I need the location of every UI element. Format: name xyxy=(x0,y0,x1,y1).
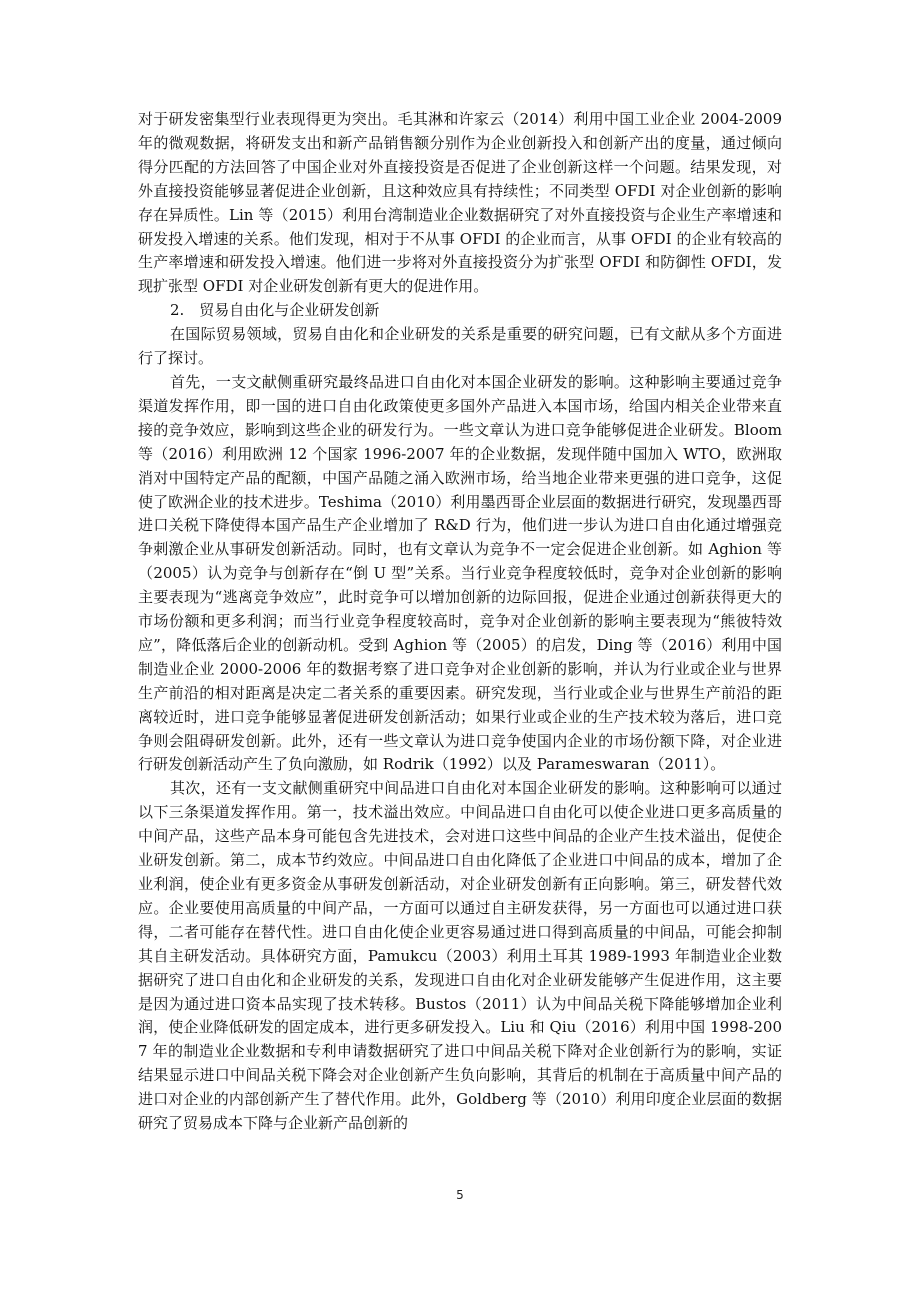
document-page xyxy=(138,108,782,1136)
page-number: 5 xyxy=(456,1188,464,1202)
section-heading: 2. 贸易自由化与企业研发创新 xyxy=(170,301,380,320)
paragraph-continuation: 对于研发密集型行业表现得更为突出。毛其淋和许家云（2014）利用中国工业企业 2004-2009 年的微观数据，将研发支出和新产品销售额分别作为企业创新投入和创新产出的度量，通过倾向得分匹配的方法回答了中国企业对外直接投资是否促进了企业创新这样一个问题。结果发现，对外直接投资能够显著促进企业创新，且这种效应具有持续性；不同类型 OFDI 对企业创新的影响存在异质性。Lin 等（2015）利用台湾制造业企业数据研究了对外直接投资与企业生产率增速和研发投入增速的关系。他们发现，相对于不从事 OFDI 的企业而言，从事 OFDI 的企业有较高的生产率增速和研发投入增速。他们进一步将对外直接投资分为扩张型 OFDI 和防御性 OFDI，发现扩张型 OFDI 对企业研发创新有更大的促进作用。 xyxy=(138,110,782,296)
paragraph-intro: 在国际贸易领域，贸易自由化和企业研发的关系是重要的研究问题，已有文献从多个方面进行了探讨。 xyxy=(138,325,782,368)
paragraph-intermediate-goods: 其次，还有一支文献侧重研究中间品进口自由化对本国企业研发的影响。这种影响可以通过以下三条渠道发挥作用。第一，技术溢出效应。中间品进口自由化可以使企业进口更多高质量的中间产品，这些产品本身可能包含先进技术，会对进口这些中间品的企业产生技术溢出，促使企业研发创新。第二，成本节约效应。中间品进口自由化降低了企业进口中间品的成本，增加了企业利润，使企业有更多资金从事研发创新活动，对企业研发创新有正向影响。第三，研发替代效应。企业要使用高质量的中间产品，一方面可以通过自主研发获得，另一方面也可以通过进口获得，二者可能存在替代性。进口自由化使企业更容易通过进口得到高质量的中间品，可能会抑制其自主研发活动。具体研究方面，Pamukcu（2003）利用土耳其 1989-1993 年制造业企业数据研究了进口自由化和企业研发的关系，发现进口自由化对企业研发能够产生促进作用，这主要是因为通过进口资本品实现了技术转移。Bustos（2011）认为中间品关税下降能够增加企业利润，使企业降低研发的固定成本，进行更多研发投入。Liu 和 Qiu（2016）利用中国 1998-2007 年的制造业企业数据和专利申请数据研究了进口中间品关税下降对企业创新行为的影响，实证结果显示进口中间品关税下降会对企业创新产生负向影响，其背后的机制在于高质量中间产品的进口对企业的内部创新产生了替代作用。此外，Goldberg 等（2010）利用印度企业层面的数据研究了贸易成本下降与企业新产品创新的 xyxy=(138,779,782,1133)
paragraph-final-goods: 首先，一支文献侧重研究最终品进口自由化对本国企业研发的影响。这种影响主要通过竞争渠道发挥作用，即一国的进口自由化政策使更多国外产品进入本国市场，给国内相关企业带来直接的竞争效应，影响到这些企业的研发行为。一些文章认为进口竞争能够促进企业研发。Bloom 等（2016）利用欧洲 12 个国家 1996-2007 年的企业数据，发现伴随中国加入 WTO，欧洲取消对中国特定产品的配额，中国产品随之涌入欧洲市场，给当地企业带来更强的进口竞争，这促使了欧洲企业的技术进步。Teshima（2010）利用墨西哥企业层面的数据进行研究，发现墨西哥进口关税下降使得本国产品生产企业增加了 R&D 行为，他们进一步认为进口自由化通过增强竞争刺激企业从事研发创新活动。同时，也有文章认为竞争不一定会促进企业创新。如 Aghion 等（2005）认为竞争与创新存在“倒 U 型”关系。当行业竞争程度较低时，竞争对企业创新的影响主要表现为“逃离竞争效应”，此时竞争可以增加创新的边际回报，促进企业通过创新获得更大的市场份额和更多利润；而当行业竞争程度较高时，竞争对企业创新的影响主要表现为“熊彼特效应”，降低落后企业的创新动机。受到 Aghion 等（2005）的启发，Ding 等（2016）利用中国制造业企业 2000-2006 年的数据考察了进口竞争对企业创新的影响，并认为行业或企业与世界生产前沿的相对距离是决定二者关系的重要因素。研究发现，当行业或企业与世界生产前沿的距离较近时，进口竞争能够显著促进研发创新活动；如果行业或企业的生产技术较为落后，进口竞争则会阻碍研发创新。此外，还有一些文章认为进口竞争使国内企业的市场份额下降，对企业进行研发创新活动产生了负向激励，如 Rodrik（1992）以及 Parameswaran（2011）。 xyxy=(138,372,782,774)
